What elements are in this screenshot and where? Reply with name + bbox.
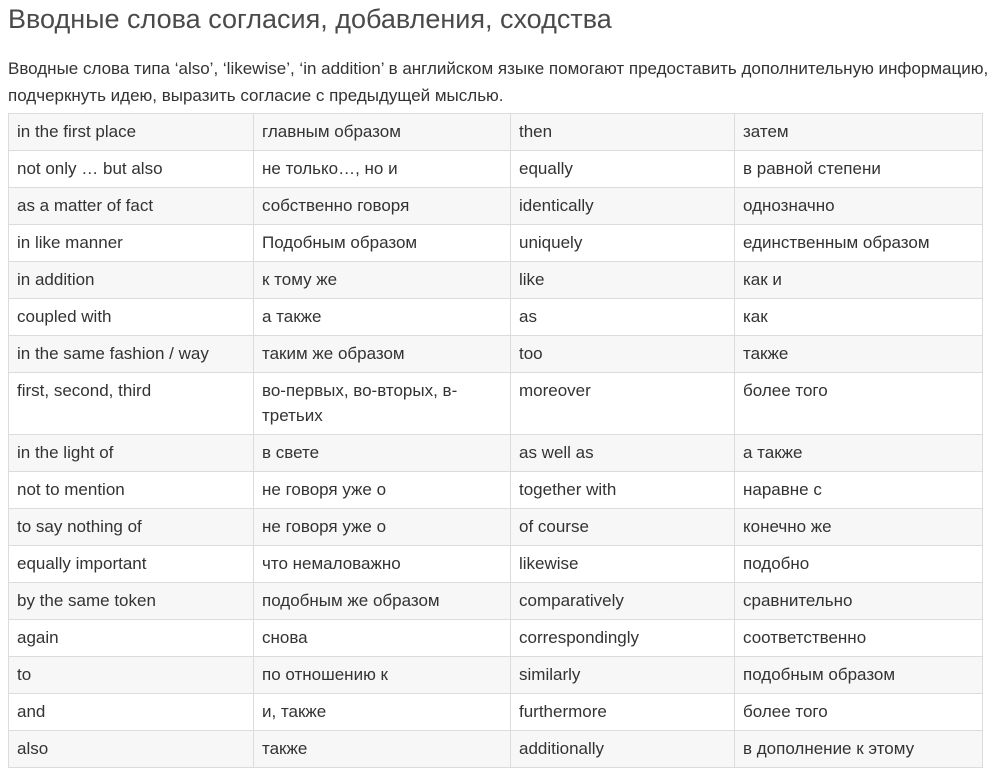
page-title: Вводные слова согласия, добавления, сходства (8, 4, 612, 34)
english-phrase-cell: to (9, 657, 254, 694)
russian-translation-cell: как (735, 299, 983, 336)
russian-translation-cell: а также (735, 435, 983, 472)
intro-paragraph: Вводные слова типа ‘also’, ‘likewise’, ‘in addition’ в английском языке помогают предоставить дополнительную информацию, подчеркнуть идею, выразить согласие с предыдущей мыслью. (8, 59, 989, 105)
russian-translation-cell: конечно же (735, 509, 983, 546)
english-phrase-cell: like (511, 262, 735, 299)
english-phrase-cell: not only … but also (9, 151, 254, 188)
table-row (9, 114, 983, 151)
table-row (9, 188, 983, 225)
english-phrase-cell: equally important (9, 546, 254, 583)
english-phrase-cell: by the same token (9, 583, 254, 620)
russian-translation-cell: наравне с (735, 472, 983, 509)
english-phrase-cell: in the same fashion / way (9, 336, 254, 373)
russian-translation-cell: в равной степени (735, 151, 983, 188)
english-phrase-cell: together with (511, 472, 735, 509)
english-phrase-cell: moreover (511, 373, 735, 435)
table-row (9, 225, 983, 262)
russian-translation-cell: не только…, но и (254, 151, 511, 188)
table-row (9, 472, 983, 509)
table-row (9, 262, 983, 299)
table-row (9, 373, 983, 435)
russian-translation-cell: также (254, 731, 511, 768)
table-row (9, 731, 983, 768)
table-row (9, 620, 983, 657)
english-phrase-cell: and (9, 694, 254, 731)
russian-translation-cell: к тому же (254, 262, 511, 299)
table-row (9, 657, 983, 694)
english-phrase-cell: too (511, 336, 735, 373)
russian-translation-cell: во-первых, во-вторых, в-третьих (254, 373, 511, 435)
russian-translation-cell: затем (735, 114, 983, 151)
russian-translation-cell: более того (735, 373, 983, 435)
russian-translation-cell: сравнительно (735, 583, 983, 620)
russian-translation-cell: подобным образом (735, 657, 983, 694)
russian-translation-cell: также (735, 336, 983, 373)
russian-translation-cell: таким же образом (254, 336, 511, 373)
english-phrase-cell: as a matter of fact (9, 188, 254, 225)
table-row (9, 435, 983, 472)
russian-translation-cell: не говоря уже о (254, 472, 511, 509)
russian-translation-cell: в дополнение к этому (735, 731, 983, 768)
english-phrase-cell: then (511, 114, 735, 151)
english-phrase-cell: additionally (511, 731, 735, 768)
table-row (9, 583, 983, 620)
phrases-table (8, 113, 983, 768)
english-phrase-cell: as well as (511, 435, 735, 472)
english-phrase-cell: in like manner (9, 225, 254, 262)
phrases-table-body (9, 114, 983, 768)
russian-translation-cell: собственно говоря (254, 188, 511, 225)
russian-translation-cell: соответственно (735, 620, 983, 657)
english-phrase-cell: correspondingly (511, 620, 735, 657)
english-phrase-cell: of course (511, 509, 735, 546)
english-phrase-cell: in the first place (9, 114, 254, 151)
russian-translation-cell: снова (254, 620, 511, 657)
russian-translation-cell: Подобным образом (254, 225, 511, 262)
english-phrase-cell: similarly (511, 657, 735, 694)
russian-translation-cell: однозначно (735, 188, 983, 225)
english-phrase-cell: not to mention (9, 472, 254, 509)
table-row (9, 546, 983, 583)
table-row (9, 694, 983, 731)
english-phrase-cell: coupled with (9, 299, 254, 336)
table-row (9, 509, 983, 546)
russian-translation-cell: а также (254, 299, 511, 336)
english-phrase-cell: comparatively (511, 583, 735, 620)
english-phrase-cell: furthermore (511, 694, 735, 731)
english-phrase-cell: as (511, 299, 735, 336)
table-row (9, 299, 983, 336)
russian-translation-cell: как и (735, 262, 983, 299)
russian-translation-cell: не говоря уже о (254, 509, 511, 546)
english-phrase-cell: equally (511, 151, 735, 188)
russian-translation-cell: по отношению к (254, 657, 511, 694)
table-row (9, 151, 983, 188)
russian-translation-cell: и, также (254, 694, 511, 731)
english-phrase-cell: again (9, 620, 254, 657)
english-phrase-cell: uniquely (511, 225, 735, 262)
russian-translation-cell: более того (735, 694, 983, 731)
russian-translation-cell: что немаловажно (254, 546, 511, 583)
english-phrase-cell: first, second, third (9, 373, 254, 435)
english-phrase-cell: in addition (9, 262, 254, 299)
english-phrase-cell: also (9, 731, 254, 768)
russian-translation-cell: единственным образом (735, 225, 983, 262)
english-phrase-cell: likewise (511, 546, 735, 583)
english-phrase-cell: to say nothing of (9, 509, 254, 546)
table-row (9, 336, 983, 373)
russian-translation-cell: подобным же образом (254, 583, 511, 620)
russian-translation-cell: в свете (254, 435, 511, 472)
russian-translation-cell: подобно (735, 546, 983, 583)
english-phrase-cell: identically (511, 188, 735, 225)
russian-translation-cell: главным образом (254, 114, 511, 151)
english-phrase-cell: in the light of (9, 435, 254, 472)
